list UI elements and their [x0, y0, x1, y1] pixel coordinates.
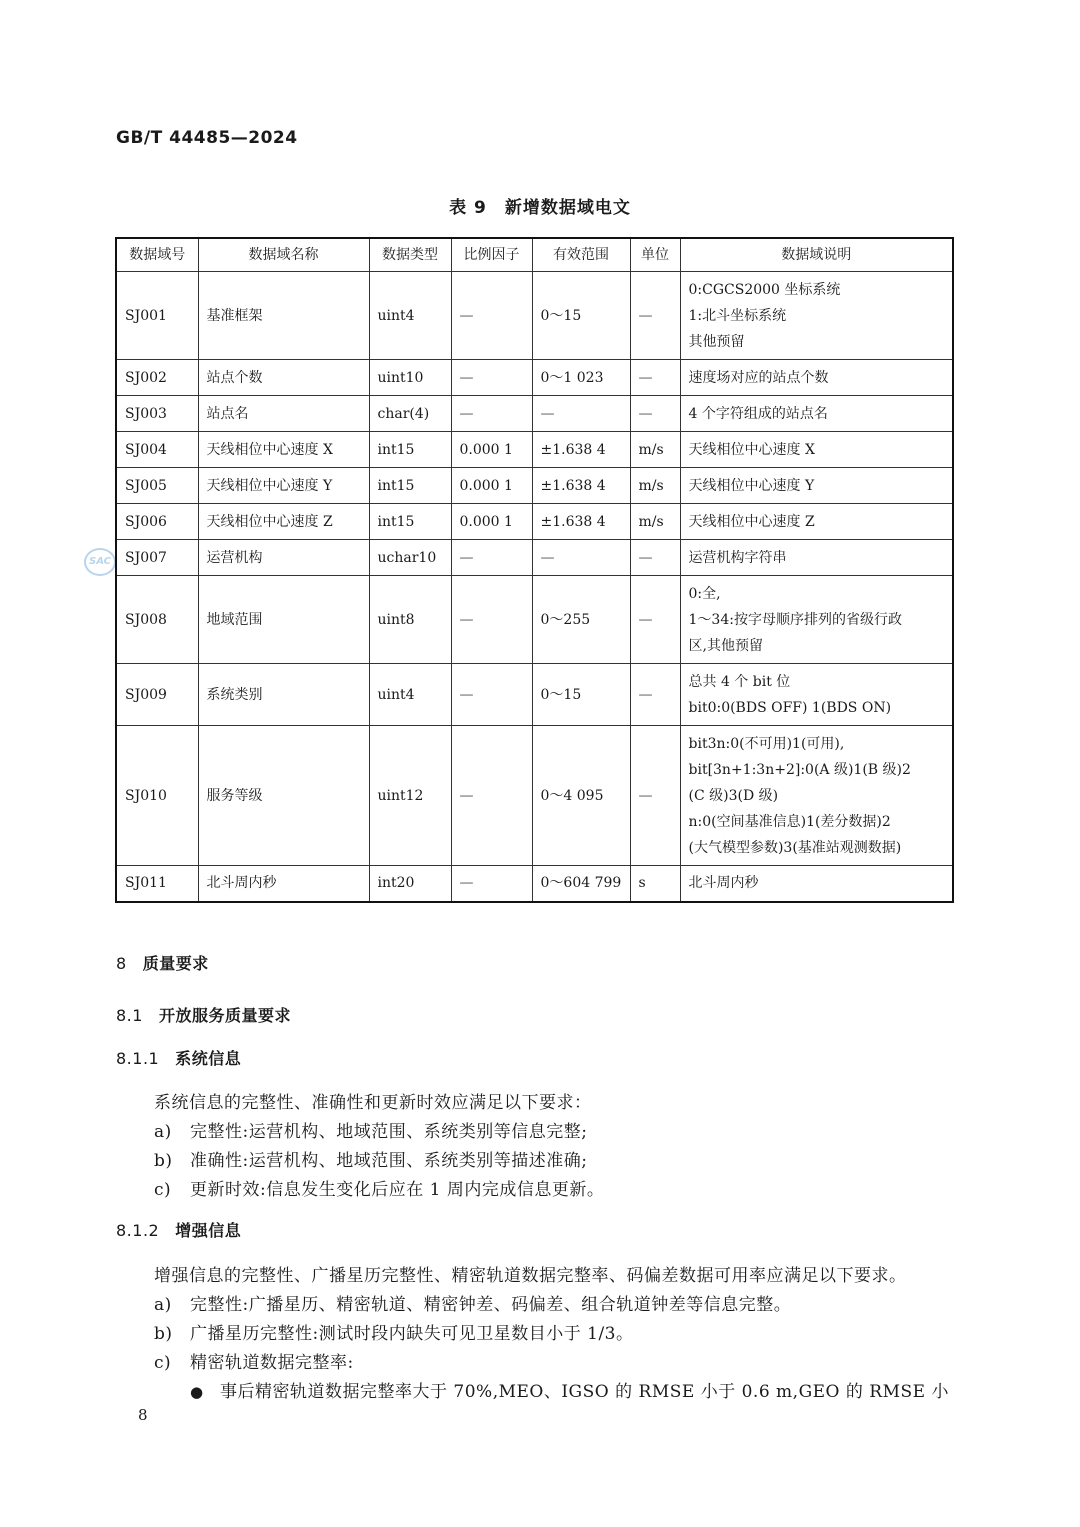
section-title: 系统信息: [175, 1049, 242, 1068]
cell-name: 系统类别: [198, 664, 369, 726]
cell-name: 北斗周内秒: [198, 866, 369, 902]
cell-type: uint4: [369, 664, 451, 726]
cell-id: SJ010: [116, 726, 198, 866]
cell-scale: —: [451, 396, 532, 432]
table-row: [116, 432, 953, 468]
cell-scale: —: [451, 360, 532, 396]
cell-unit: m/s: [630, 432, 680, 468]
desc-line: 1:北斗坐标系统: [688, 307, 787, 324]
section-title: 增强信息: [175, 1221, 242, 1240]
cell-type: int15: [369, 468, 451, 504]
cell-id: SJ006: [116, 504, 198, 540]
cell-type: uint10: [369, 360, 451, 396]
cell-type: uint4: [369, 272, 451, 360]
cell-desc: [680, 576, 953, 664]
cell-id: SJ004: [116, 432, 198, 468]
list-marker: b): [154, 1324, 173, 1344]
table-row: [116, 664, 953, 726]
cell-name: 运营机构: [198, 540, 369, 576]
system-info-intro: 系统信息的完整性、准确性和更新时效应满足以下要求：: [154, 1093, 592, 1113]
cell-name: 站点名: [198, 396, 369, 432]
cell-scale: 0.000 1: [451, 432, 532, 468]
table-row: [116, 468, 953, 504]
column-header: 单位: [630, 238, 680, 272]
section-8-1-1-heading: [116, 1046, 241, 1069]
section-title: 开放服务质量要求: [158, 1006, 291, 1025]
section-number: 8: [116, 954, 127, 973]
section-8-1-heading: [116, 1003, 291, 1026]
cell-desc: [680, 664, 953, 726]
cell-range: 0～4 095: [532, 726, 630, 866]
desc-line: 0:全,: [688, 585, 721, 602]
cell-scale: —: [451, 664, 532, 726]
desc-line: 4 个字符组成的站点名: [688, 405, 828, 422]
section-number: 8.1.1: [116, 1049, 160, 1068]
list-text: 精密轨道数据完整率:: [190, 1353, 354, 1373]
column-header: 数据域号: [116, 238, 198, 272]
bullet-dot-icon: ●: [190, 1383, 204, 1401]
list-item: [154, 1146, 587, 1171]
cell-unit: —: [630, 576, 680, 664]
cell-type: uchar10: [369, 540, 451, 576]
cell-type: int15: [369, 504, 451, 540]
cell-type: uint12: [369, 726, 451, 866]
cell-id: SJ001: [116, 272, 198, 360]
cell-name: 服务等级: [198, 726, 369, 866]
cell-name: 基准框架: [198, 272, 369, 360]
cell-scale: —: [451, 272, 532, 360]
cell-unit: —: [630, 272, 680, 360]
column-header: 数据域名称: [198, 238, 369, 272]
section-8-1-2-heading: [116, 1218, 241, 1241]
cell-desc: [680, 468, 953, 504]
cell-range: ±1.638 4: [532, 432, 630, 468]
cell-desc: [680, 504, 953, 540]
desc-line: bit0:0(BDS OFF) 1(BDS ON): [688, 699, 892, 716]
cell-unit: s: [630, 866, 680, 902]
desc-line: 0:CGCS2000 坐标系统: [688, 281, 841, 298]
list-text: 完整性:运营机构、地域范围、系统类别等信息完整;: [190, 1122, 588, 1142]
cell-scale: 0.000 1: [451, 468, 532, 504]
cell-id: SJ011: [116, 866, 198, 902]
cell-unit: —: [630, 726, 680, 866]
cell-scale: —: [451, 576, 532, 664]
section-number: 8.1.2: [116, 1221, 160, 1240]
cell-scale: —: [451, 540, 532, 576]
cell-range: —: [532, 540, 630, 576]
cell-scale: —: [451, 726, 532, 866]
cell-unit: —: [630, 360, 680, 396]
list-text: 更新时效:信息发生变化后应在 1 周内完成信息更新。: [190, 1180, 605, 1200]
section-8-heading: [116, 951, 209, 974]
cell-name: 站点个数: [198, 360, 369, 396]
cell-unit: m/s: [630, 504, 680, 540]
cell-range: 0～15: [532, 272, 630, 360]
cell-desc: [680, 360, 953, 396]
column-header: 有效范围: [532, 238, 630, 272]
table-row: [116, 540, 953, 576]
table-header-row: [116, 238, 953, 272]
cell-id: SJ002: [116, 360, 198, 396]
desc-line: n:0(空间基准信息)1(差分数据)2: [688, 813, 891, 830]
cell-desc: [680, 432, 953, 468]
cell-desc: [680, 726, 953, 866]
cell-id: SJ007: [116, 540, 198, 576]
desc-line: 速度场对应的站点个数: [688, 369, 829, 386]
table-row: [116, 866, 953, 902]
augmentation-info-intro: 增强信息的完整性、广播星历完整性、精密轨道数据完整率、码偏差数据可用率应满足以下要求。: [154, 1266, 907, 1286]
cell-scale: 0.000 1: [451, 504, 532, 540]
cell-range: 0～15: [532, 664, 630, 726]
cell-name: 天线相位中心速度 Z: [198, 504, 369, 540]
cell-name: 天线相位中心速度 Y: [198, 468, 369, 504]
cell-name: 地域范围: [198, 576, 369, 664]
desc-line: (大气模型参数)3(基准站观测数据): [688, 839, 902, 856]
list-marker: c): [154, 1353, 172, 1373]
list-item: [154, 1117, 587, 1142]
bullet-item: [190, 1377, 949, 1402]
bullet-text: 事后精密轨道数据完整率大于 70%,MEO、IGSO 的 RMSE 小于 0.6 m,GEO 的 RMSE 小: [220, 1382, 949, 1402]
cell-type: uint8: [369, 576, 451, 664]
cell-desc: [680, 272, 953, 360]
table-row: [116, 504, 953, 540]
desc-line: 天线相位中心速度 X: [688, 441, 815, 458]
data-field-table: [115, 237, 954, 903]
cell-id: SJ009: [116, 664, 198, 726]
cell-range: —: [532, 396, 630, 432]
desc-line: 1～34:按字母顺序排列的省级行政: [688, 611, 902, 628]
list-text: 完整性:广播星历、精密轨道、精密钟差、码偏差、组合轨道钟差等信息完整。: [190, 1295, 792, 1315]
cell-desc: [680, 540, 953, 576]
desc-line: bit[3n+1:3n+2]:0(A 级)1(B 级)2: [688, 761, 911, 778]
cell-desc: [680, 866, 953, 902]
cell-unit: m/s: [630, 468, 680, 504]
list-marker: c): [154, 1180, 172, 1200]
standard-code: GB/T 44485—2024: [116, 128, 298, 148]
table-row: [116, 360, 953, 396]
desc-line: 其他预留: [688, 333, 745, 350]
section-title: 质量要求: [142, 954, 209, 973]
cell-type: int15: [369, 432, 451, 468]
desc-line: (C 级)3(D 级): [688, 787, 779, 804]
table-row: [116, 272, 953, 360]
list-marker: a): [154, 1122, 172, 1142]
section-number: 8.1: [116, 1006, 143, 1025]
column-header: 数据类型: [369, 238, 451, 272]
desc-line: 天线相位中心速度 Y: [688, 477, 815, 494]
table-row: [116, 576, 953, 664]
table-row: [116, 396, 953, 432]
desc-line: 区,其他预留: [688, 637, 763, 654]
cell-scale: —: [451, 866, 532, 902]
list-marker: b): [154, 1151, 173, 1171]
cell-range: 0～1 023: [532, 360, 630, 396]
column-header: 比例因子: [451, 238, 532, 272]
cell-type: int20: [369, 866, 451, 902]
watermark-logo: SAC: [84, 548, 116, 576]
list-item: [154, 1290, 791, 1315]
table-row: [116, 726, 953, 866]
cell-range: ±1.638 4: [532, 504, 630, 540]
cell-desc: [680, 396, 953, 432]
cell-unit: —: [630, 540, 680, 576]
cell-unit: —: [630, 396, 680, 432]
cell-id: SJ008: [116, 576, 198, 664]
list-text: 准确性:运营机构、地域范围、系统类别等描述准确;: [190, 1151, 588, 1171]
page-number: 8: [138, 1406, 148, 1424]
cell-name: 天线相位中心速度 X: [198, 432, 369, 468]
cell-range: ±1.638 4: [532, 468, 630, 504]
cell-unit: —: [630, 664, 680, 726]
desc-line: 总共 4 个 bit 位: [688, 673, 791, 690]
cell-id: SJ005: [116, 468, 198, 504]
table-title: 表 9 新增数据域电文: [449, 198, 631, 218]
list-marker: a): [154, 1295, 172, 1315]
list-item: [154, 1348, 354, 1373]
desc-line: 北斗周内秒: [688, 875, 759, 892]
list-text: 广播星历完整性:测试时段内缺失可见卫星数目小于 1/3。: [190, 1324, 634, 1344]
cell-range: 0～604 799: [532, 866, 630, 902]
desc-line: bit3n:0(不可用)1(可用),: [688, 735, 845, 752]
list-item: [154, 1175, 604, 1200]
desc-line: 天线相位中心速度 Z: [688, 513, 815, 530]
cell-id: SJ003: [116, 396, 198, 432]
column-header: 数据域说明: [680, 238, 953, 272]
cell-type: char(4): [369, 396, 451, 432]
cell-range: 0～255: [532, 576, 630, 664]
desc-line: 运营机构字符串: [688, 549, 787, 566]
list-item: [154, 1319, 634, 1344]
